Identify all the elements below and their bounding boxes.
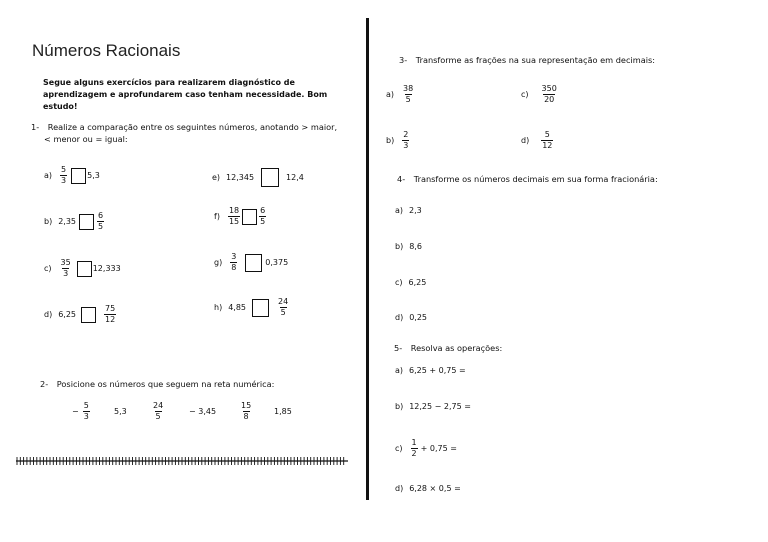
fraction [60,258,72,279]
q1-text-line2: < menor ou = igual: [44,134,128,144]
answer-box[interactable] [252,299,269,317]
q1-text-line1: Realize a comparação entre os seguintes números, anotando > maior, [47,122,338,132]
fraction [541,84,558,105]
fraction [411,438,418,459]
fraction [228,206,240,227]
fraction [259,206,266,227]
operation-expression: 6,28 × 0,5 = [409,484,461,493]
numerator: 1 [411,438,417,447]
fraction [152,401,164,422]
denominator: 8 [231,263,237,272]
q5-text: Resolva as operações: [410,343,503,353]
q4-item-c [395,278,426,287]
fraction [83,401,90,422]
q2-number-1 [72,401,92,422]
denominator: 3 [63,269,69,278]
item-label: d) [395,484,404,493]
item-label: a) [395,206,404,215]
denominator: 3 [61,176,67,185]
fraction [402,130,409,151]
q2-number-4 [189,407,216,416]
answer-box[interactable] [261,168,279,187]
item-label: h) [214,303,223,312]
q1-item-h [214,297,291,318]
q4-item-b [395,242,422,251]
numerator: 6 [98,211,104,220]
denominator: 15 [228,217,240,226]
q2-text: Posicione os números que seguem na reta numérica: [56,379,275,389]
numerator: 5 [544,130,550,139]
answer-box[interactable] [242,209,257,225]
item-label: g) [214,258,223,267]
compare-value: 6,25 [58,310,77,319]
operation-expression: 12,25 − 2,75 = [409,402,471,411]
q2-number-3 [150,401,166,422]
q5-number: 5- [394,343,403,353]
fraction [60,165,67,186]
numerator: 3 [231,252,237,261]
denominator: 3 [403,141,409,150]
q4-item-d [395,313,427,322]
q3-number: 3- [399,55,408,65]
answer-box[interactable] [71,168,86,184]
numerator: 6 [260,206,266,215]
operation-expression: + 0,75 = [420,444,457,453]
q1-item-c [44,258,121,279]
decimal-value: 6,25 [408,278,427,287]
numerator: 35 [60,258,71,267]
denominator: 5 [98,222,104,231]
fraction [230,252,237,273]
answer-box[interactable] [81,307,96,323]
operation-expression: 6,25 + 0,75 = [409,366,466,375]
numerator: 5 [83,401,89,410]
number-value: 5,3 [114,407,127,416]
compare-value: 12,333 [92,264,121,273]
compare-value: 4,85 [228,303,247,312]
number-value: − 3,45 [189,407,217,416]
q1-item-f [214,206,268,227]
item-label: b) [395,242,404,251]
q1-item-e [212,168,304,187]
item-label: e) [212,173,221,182]
fraction [402,84,414,105]
compare-value: 12,4 [286,173,304,182]
number-value: 1,85 [274,407,292,416]
q5-item-b [395,402,471,411]
q4-text: Transforme os números decimais em sua forma fracionária: [413,174,658,184]
denominator: 8 [243,412,249,421]
item-label: b) [386,136,395,145]
intro-text: Segue alguns exercícios para realizarem diagnóstico de aprendizagem e aprofundarem caso tenham necessidade. Bom estudo! [43,78,328,111]
denominator: 5 [280,308,286,317]
decimal-value: 0,25 [409,313,428,322]
item-label: d) [521,136,530,145]
item-label: d) [395,313,404,322]
q2-number: 2- [40,379,49,389]
numerator: 38 [403,84,414,93]
q1-number: 1- [31,122,40,132]
q3-item-a [386,84,416,105]
answer-box[interactable] [77,261,92,277]
item-label: c) [395,444,403,453]
item-label: b) [44,217,53,226]
q5-item-d [395,484,461,493]
item-label: d) [44,310,53,319]
denominator: 20 [544,95,555,104]
q2-number-5 [238,401,254,422]
number-line [16,452,350,470]
numerator: 350 [541,84,557,93]
compare-value: 0,375 [265,258,289,267]
numerator: 2 [403,130,409,139]
item-label: a) [386,90,395,99]
item-label: a) [44,171,53,180]
q5-item-c [395,438,457,459]
item-label: b) [395,402,404,411]
q2-heading [40,378,274,390]
q1-item-b [44,211,106,232]
q4-number: 4- [397,174,406,184]
item-label: a) [395,366,404,375]
denominator: 2 [411,449,417,458]
denominator: 5 [155,412,161,421]
compare-value: 2,35 [58,217,77,226]
compare-value: 12,345 [226,173,255,182]
denominator: 5 [260,217,266,226]
item-label: c) [395,278,403,287]
numerator: 5 [61,165,67,174]
q3-item-b [386,130,411,151]
column-divider [366,18,369,500]
page-title: Números Racionais [32,41,181,60]
item-label: c) [521,90,529,99]
fraction [97,211,104,232]
q1-heading [31,121,337,145]
q1-item-a [44,165,100,186]
decimal-value: 2,3 [409,206,422,215]
q4-heading [397,173,658,185]
denominator: 12 [105,315,116,324]
q5-heading [394,342,502,354]
decimal-value: 8,6 [409,242,422,251]
sign: − [72,407,79,416]
fraction [104,304,116,325]
item-label: c) [44,264,52,273]
fraction [277,297,289,318]
q5-item-a [395,366,466,375]
denominator: 5 [405,95,411,104]
q1-item-g [214,252,288,273]
denominator: 3 [83,412,89,421]
q2-number-6 [274,407,292,416]
numerator: 24 [278,297,289,306]
item-label: f) [214,212,220,221]
answer-box[interactable] [245,254,262,272]
q4-item-a [395,206,422,215]
q3-heading [399,54,655,66]
q3-text: Transforme as frações na sua representação em decimais: [415,55,656,65]
fraction [541,130,553,151]
q3-item-c [521,84,560,105]
q2-number-2 [114,407,127,416]
answer-box[interactable] [79,214,94,230]
numerator: 15 [241,401,252,410]
fraction [240,401,252,422]
denominator: 12 [542,141,553,150]
numerator: 75 [105,304,116,313]
compare-value: 5,3 [87,171,100,180]
q3-item-d [521,130,555,151]
numerator: 24 [153,401,164,410]
numerator: 18 [228,206,240,215]
q1-item-d [44,304,118,325]
